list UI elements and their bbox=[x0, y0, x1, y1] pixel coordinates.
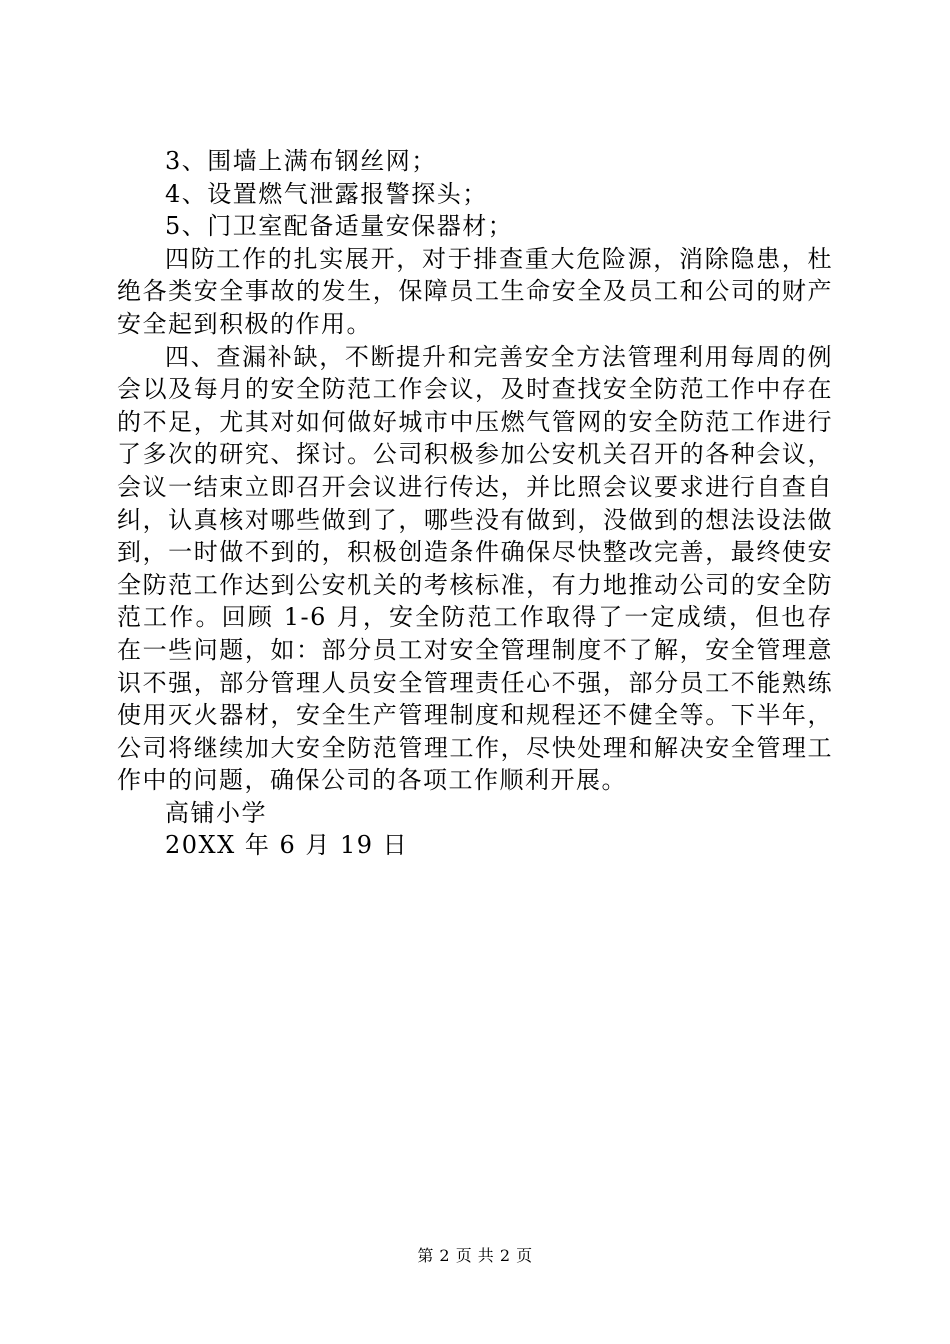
document-body bbox=[117, 145, 833, 862]
signature-organization: 高铺小学 bbox=[165, 798, 267, 827]
page-footer: 第 2 页 共 2 页 bbox=[417, 1246, 533, 1265]
list-item: 5、门卫室配备适量安保器材； bbox=[165, 212, 514, 241]
list-item: 4、设置燃气泄露报警探头； bbox=[165, 179, 488, 208]
paragraph-four-defenses: 四防工作的扎实展开，对于排查重大危险源，消除隐患，杜绝各类安全事故的发生，保障员工生命安全及员工和公司的财产安全起到积极的作用。 bbox=[117, 244, 833, 338]
list-item: 3、围墙上满布钢丝网； bbox=[165, 147, 437, 175]
paragraph-section-four: 四、查漏补缺，不断提升和完善安全方法管理利用每周的例会以及每月的安全防范工作会议，及时查找安全防范工作中存在的不足，尤其对如何做好城市中压燃气管网的安全防范工作进行了多次的研究、探讨。公司积极参加公安机关召开的各种会议，会议一结束立即召开会议进行传达，并比照会议要求进行自查自纠，认真核对哪些做到了，哪些没有做到，没做到的想法设法做到，一时做不到的，积极创造条件确保尽快整改完善，最终使安全防范工作达到公安机关的考核标准，有力地推动公司的安全防范工作。回顾 1-6 月，安全防范工作取得了一定成绩，但也存在一些问题，如：部分员工对安全管理制度不了解，安全管理意识不强，部分管理人员安全管理责任心不强，部分员工不能熟练使用灭火器材，安全生产管理制度和规程还不健全等。下半年，公司将继续加大安全防范管理工作，尽快处理和解决安全管理工作中的问题，确保公司的各项工作顺利开展。 bbox=[117, 342, 833, 795]
signature-date: 20XX 年 6 月 19 日 bbox=[165, 831, 409, 860]
